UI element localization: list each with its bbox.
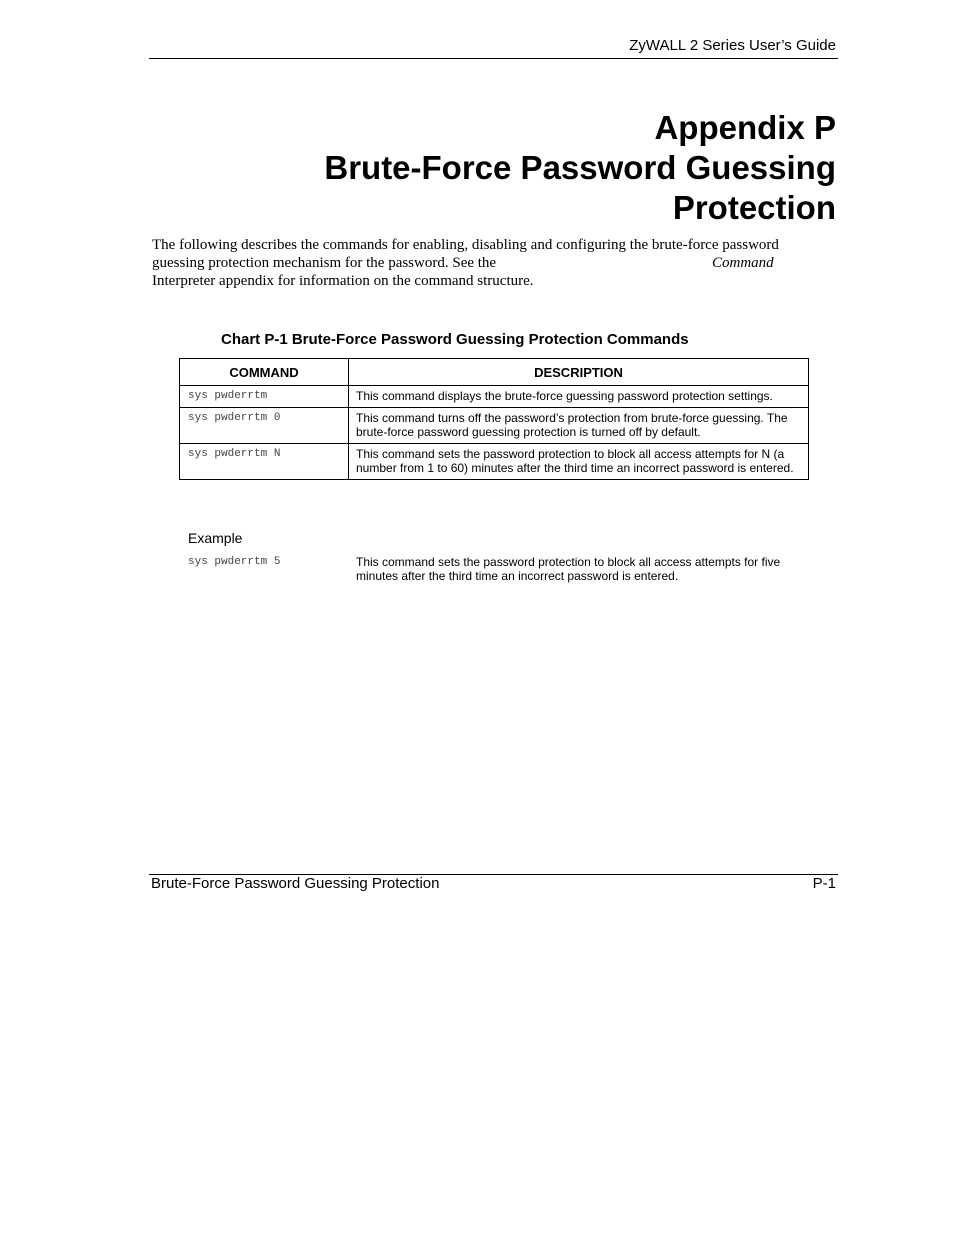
intro-command-reference: Command bbox=[712, 255, 774, 271]
column-header-command: COMMAND bbox=[180, 359, 349, 386]
title-line-main: Brute-Force Password Guessing bbox=[324, 149, 836, 186]
example-command: sys pwderrtm 5 bbox=[188, 556, 281, 568]
title-line-appendix: Appendix P bbox=[654, 109, 836, 146]
example-label: Example bbox=[188, 530, 243, 546]
command-cell: sys pwderrtm N bbox=[180, 444, 349, 480]
description-cell: This command sets the password protection to block all access attempts for N (a number from 1 to 60) minutes after the third time an incorrect password is entered. bbox=[349, 444, 809, 480]
column-header-description: DESCRIPTION bbox=[349, 359, 809, 386]
description-cell: This command displays the brute-force guessing password protection settings. bbox=[349, 386, 809, 408]
intro-paragraph bbox=[152, 236, 812, 290]
example-description: This command sets the password protection to block all access attempts for five minutes after the third time an incorrect password is entered. bbox=[356, 555, 781, 583]
intro-line-1: The following describes the commands for enabling, disabling and configuring the brute-force password bbox=[152, 237, 779, 253]
page-number: P-1 bbox=[812, 875, 836, 892]
intro-line-2 bbox=[152, 254, 812, 272]
page-title bbox=[324, 108, 836, 228]
table-row bbox=[180, 408, 809, 444]
intro-line-3: Interpreter appendix for information on the command structure. bbox=[152, 273, 534, 289]
commands-table bbox=[179, 358, 809, 480]
chart-caption: Chart P-1 Brute-Force Password Guessing Protection Commands bbox=[221, 331, 689, 348]
footer-section-title: Brute-Force Password Guessing Protection bbox=[151, 875, 440, 892]
command-cell: sys pwderrtm bbox=[180, 386, 349, 408]
command-cell: sys pwderrtm 0 bbox=[180, 408, 349, 444]
table-header-row bbox=[180, 359, 809, 386]
description-cell: This command turns off the password’s protection from brute-force guessing. The brute-force password guessing protection is turned off by default. bbox=[349, 408, 809, 444]
table-row bbox=[180, 444, 809, 480]
intro-line-2-text: guessing protection mechanism for the password. See the bbox=[152, 255, 497, 271]
running-header: ZyWALL 2 Series User’s Guide bbox=[629, 37, 836, 54]
title-line-end: Protection bbox=[672, 189, 836, 226]
table-row bbox=[180, 386, 809, 408]
header-divider bbox=[149, 58, 838, 59]
